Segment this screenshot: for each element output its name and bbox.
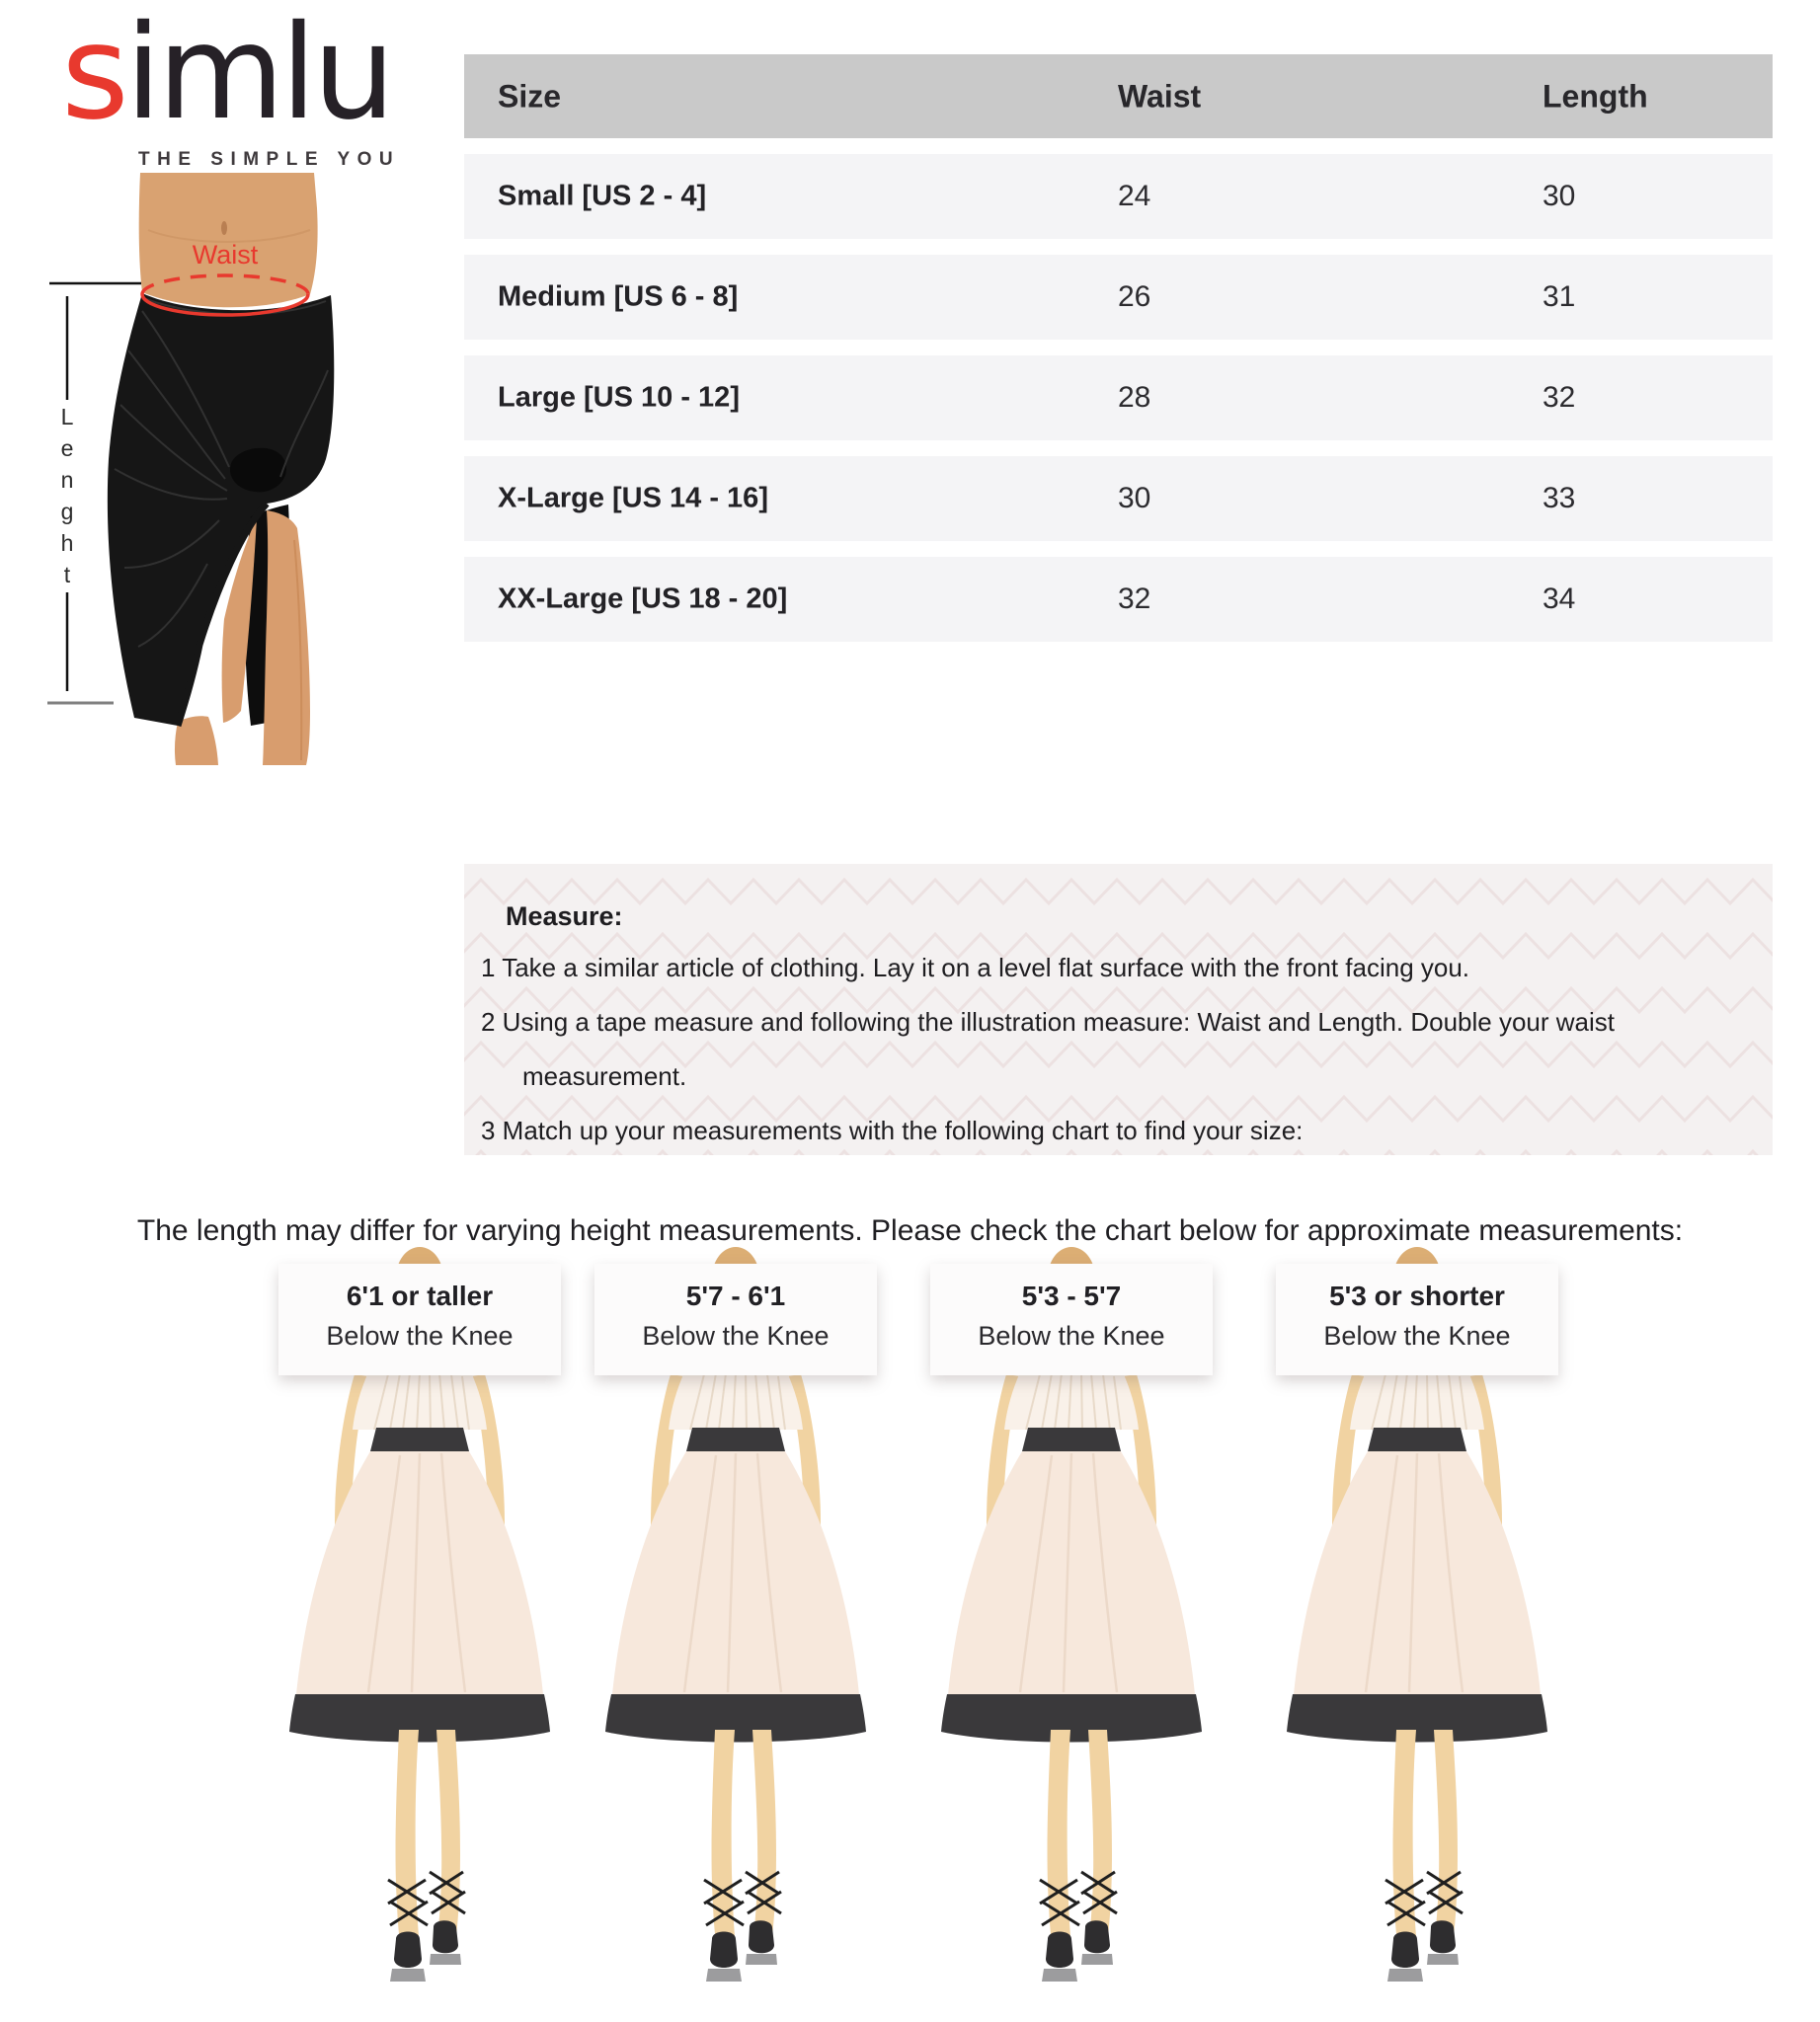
measure-instructions-panel (464, 864, 1773, 1155)
table-row (464, 355, 1773, 440)
model-navel (221, 221, 227, 235)
row-length: 33 (1543, 482, 1576, 514)
header-waist: Waist (1118, 78, 1202, 114)
length-letter: t (63, 562, 71, 587)
size-table-header (464, 54, 1773, 138)
row-length: 30 (1543, 180, 1576, 212)
skirt-knot (230, 448, 286, 493)
row-length: 31 (1543, 280, 1576, 313)
row-size: Large [US 10 - 12] (498, 381, 740, 414)
brand-logo (61, 0, 392, 149)
height-range: 6'1 or taller (346, 1281, 494, 1311)
header-size: Size (498, 78, 562, 114)
height-range: 5'3 - 5'7 (1021, 1281, 1122, 1311)
measure-step-1: 1 Take a similar article of clothing. Lay it on a level flat surface with the front facing you. (481, 953, 1470, 982)
table-row (464, 557, 1773, 642)
height-fit: Below the Knee (978, 1320, 1165, 1351)
row-size: Small [US 2 - 4] (498, 180, 707, 212)
row-waist: 30 (1118, 482, 1151, 514)
logo-rest: imlu (124, 0, 392, 149)
height-card (1276, 1264, 1558, 1375)
height-fit: Below the Knee (326, 1320, 514, 1351)
row-size: XX-Large [US 18 - 20] (498, 583, 788, 615)
height-range: 5'3 or shorter (1329, 1281, 1505, 1311)
logo-letter-s: s (61, 0, 125, 149)
height-note: The length may differ for varying height measurements. Please check the chart below for approximate measurements: (136, 1214, 1684, 1247)
row-waist: 28 (1118, 381, 1151, 414)
model-right-leg (263, 510, 310, 765)
skirt-photo-illustration (30, 173, 356, 765)
measure-step-2-continued: measurement. (522, 1061, 687, 1091)
waist-label: Waist (192, 240, 259, 270)
height-card (594, 1264, 877, 1375)
length-letter: h (60, 530, 74, 556)
height-card (930, 1264, 1213, 1375)
row-waist: 32 (1118, 583, 1151, 615)
row-waist: 26 (1118, 280, 1151, 313)
table-row (464, 154, 1773, 239)
measure-title: Measure: (506, 901, 623, 931)
table-row (464, 255, 1773, 340)
length-letter: n (60, 467, 74, 493)
table-row (464, 456, 1773, 541)
brand-block (61, 0, 401, 176)
row-length: 34 (1543, 583, 1576, 615)
row-waist: 24 (1118, 180, 1151, 212)
height-fit: Below the Knee (642, 1320, 830, 1351)
height-fit: Below the Knee (1323, 1320, 1511, 1351)
measure-step-3: 3 Match up your measurements with the following chart to find your size: (481, 1116, 1304, 1145)
row-length: 32 (1543, 381, 1576, 414)
measure-step-2: 2 Using a tape measure and following the illustration measure: Waist and Length. Double your waist (481, 1007, 1615, 1037)
size-table (464, 54, 1773, 642)
brand-tagline: THE SIMPLE YOU (138, 149, 401, 170)
header-length: Length (1543, 78, 1648, 114)
length-letter: e (60, 435, 74, 461)
row-size: Medium [US 6 - 8] (498, 280, 739, 313)
height-range: 5'7 - 6'1 (685, 1281, 786, 1311)
length-letter: g (60, 499, 74, 524)
height-card (278, 1264, 561, 1375)
length-letter: L (60, 404, 74, 429)
product-measurement-diagram (30, 173, 356, 765)
row-size: X-Large [US 14 - 16] (498, 482, 768, 514)
